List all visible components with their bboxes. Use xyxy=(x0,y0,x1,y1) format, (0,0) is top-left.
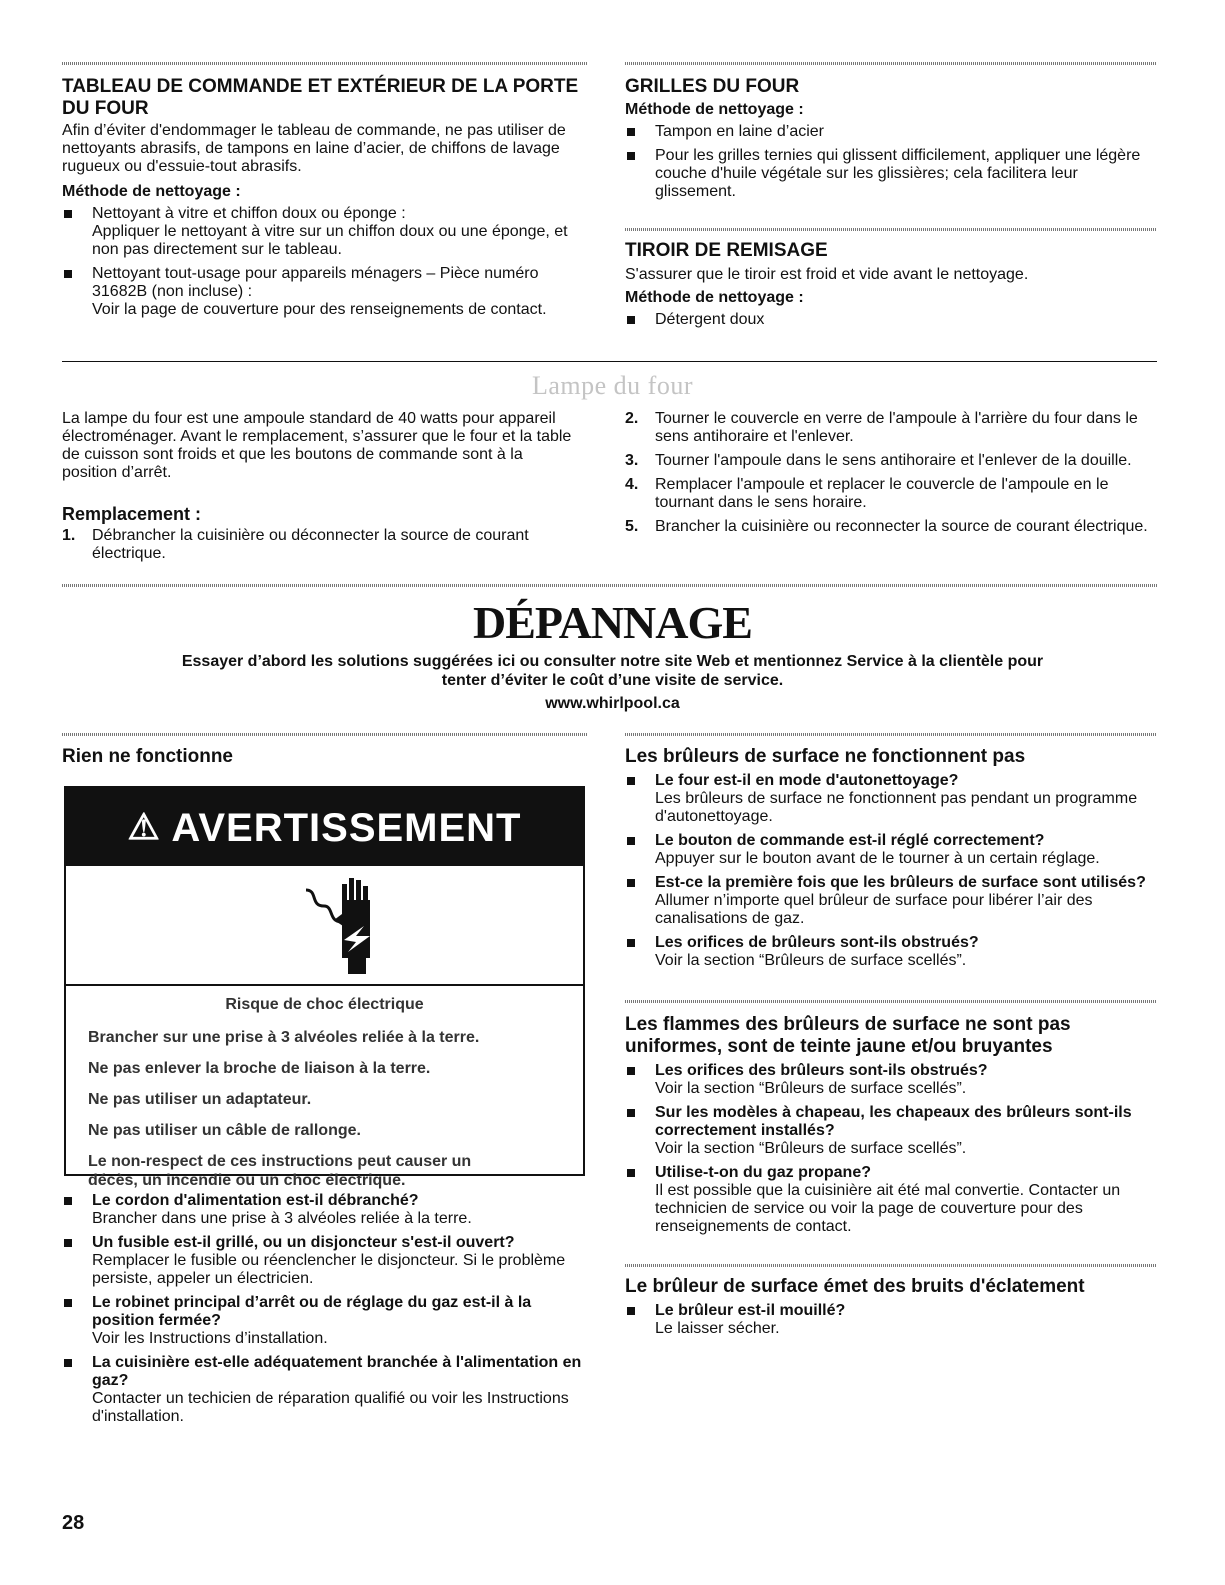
lamp-intro: La lampe du four est une ampoule standard de 40 watts pour appareil électroménager. Avant le remplacement, s’assurer que le four et la table de cuisson sont froids et que les boutons de commande sont à la position d’arrêt. xyxy=(62,410,572,481)
method-label: Méthode de nettoyage : xyxy=(62,183,241,200)
popping-section xyxy=(625,1276,1155,1344)
oven-racks-section xyxy=(625,76,1155,207)
section-title: TIROIR DE REMISAGE xyxy=(625,240,828,261)
section-title: TABLEAU DE COMMANDE ET EXTÉRIEUR DE LA PORTE DU FOUR xyxy=(62,76,579,119)
intro-line: Essayer d’abord les solutions suggérées ici ou consulter notre site Web et mentionnez Service à la clientèle pour xyxy=(181,653,1044,670)
warning-triangle-icon: ⚠ xyxy=(127,806,161,847)
page-number: 28 xyxy=(62,1512,85,1534)
section-intro: S'assurer que le tiroir est froid et vide avant le nettoyage. xyxy=(625,266,1029,283)
list-item: Tampon en laine d’acier xyxy=(625,123,1155,141)
divider xyxy=(62,361,1157,362)
list-item: Nettoyant tout-usage pour appareils ménagers – Pièce numéro 31682B (non incluse) : Voir la page de couverture pour des renseignements de contact. xyxy=(62,265,582,319)
list-item: La cuisinière est-elle adéquatement branchée à l'alimentation en gaz? Contacter un techicien de réparation qualifié ou voir les Instructions d'installation. xyxy=(62,1354,587,1426)
method-label: Méthode de nettoyage : xyxy=(625,289,804,306)
replacement-label: Remplacement : xyxy=(62,504,202,524)
warning-header: ⚠ AVERTISSEMENT xyxy=(66,788,583,866)
step-item: 2. Tourner le couvercle en verre de l'ampoule à l'arrière du four dans le sens antihoraire et l'enlever. xyxy=(625,410,1138,445)
warning-body xyxy=(66,986,583,1212)
storage-drawer-section xyxy=(625,240,1155,335)
section-title: GRILLES DU FOUR xyxy=(625,76,800,97)
divider xyxy=(625,62,1157,65)
nothing-works-checklist xyxy=(62,1192,587,1432)
lamp-right xyxy=(625,410,1155,542)
step-item: 3. Tourner l'ampoule dans le sens antihoraire et l'enlever de la douille. xyxy=(625,452,1132,469)
step-item: 5. Brancher la cuisinière ou reconnecter la source de courant électrique. xyxy=(625,518,1148,535)
warning-line: Ne pas utiliser un adaptateur. xyxy=(88,1091,312,1108)
troubleshooting-intro xyxy=(60,652,1165,713)
method-label: Méthode de nettoyage : xyxy=(625,101,804,118)
step-item: 4. Remplacer l'ampoule et replacer le couvercle de l'ampoule en le tournant dans le sens horaire. xyxy=(625,476,1109,511)
list-item: Les orifices de brûleurs sont-ils obstrués? Voir la section “Brûleurs de surface scellés”. xyxy=(625,934,1155,970)
method-list xyxy=(62,205,582,319)
steps-list xyxy=(62,527,582,563)
warning-box xyxy=(64,786,585,1189)
divider xyxy=(62,62,587,65)
list-item: Le bouton de commande est-il réglé correctement? Appuyer sur le bouton avant de le tourner à un certain réglage. xyxy=(625,832,1155,868)
intro-line: tenter d’éviter le coût d’une visite de service. xyxy=(441,672,784,689)
lamp-left xyxy=(62,410,582,569)
list-item: Détergent doux xyxy=(625,311,1155,329)
warning-risk: Risque de choc électrique xyxy=(225,996,424,1013)
troubleshooting-title: DÉPANNAGE xyxy=(473,597,752,648)
list-item: Sur les modèles à chapeau, les chapeaux des brûleurs sont-ils correctement installés? Voir la section “Brûleurs de surface scellés”. xyxy=(625,1104,1155,1158)
nothing-works-section xyxy=(62,746,587,768)
list-item: Nettoyant à vitre et chiffon doux ou éponge : Appliquer le nettoyant à vitre sur un chiffon doux ou une éponge, et non pas directement sur le tableau. xyxy=(62,205,582,259)
lamp-title: Lampe du four xyxy=(531,371,693,400)
method-list xyxy=(625,123,1155,201)
list-item: Le brûleur est-il mouillé? Le laisser sécher. xyxy=(625,1302,1155,1338)
list-item: Les orifices des brûleurs sont-ils obstrués? Voir la section “Brûleurs de surface scellés”. xyxy=(625,1062,1155,1098)
list-item: Le cordon d'alimentation est-il débranché? Brancher dans une prise à 3 alvéoles reliée à la terre. xyxy=(62,1192,587,1228)
list-item: Utilise-t-on du gaz propane? Il est possible que la cuisinière ait été mal convertie. Contacter un technicien de service ou voir la page de couverture pour des renseignements de contact. xyxy=(625,1164,1155,1236)
control-panel-section xyxy=(62,76,582,325)
divider xyxy=(625,1264,1157,1267)
divider xyxy=(62,584,1157,587)
list-item: Un fusible est-il grillé, ou un disjoncteur s'est-il ouvert? Remplacer le fusible ou réenclencher le disjoncteur. Si le problème persiste, appeler un électricien. xyxy=(62,1234,587,1288)
website-link[interactable]: www.whirlpool.ca xyxy=(545,695,680,712)
section-title: Le brûleur de surface émet des bruits d'éclatement xyxy=(625,1276,1085,1297)
warning-line: Le non-respect de ces instructions peut causer un décès, un incendie ou un choc électrique. xyxy=(88,1153,472,1189)
list-item: Le robinet principal d’arrêt ou de réglage du gaz est-il à la position fermée? Voir les Instructions d’installation. xyxy=(62,1294,587,1348)
warning-line: Ne pas enlever la broche de liaison à la terre. xyxy=(88,1060,431,1077)
flames-section xyxy=(625,1014,1155,1242)
section-title: Rien ne fonctionne xyxy=(62,746,233,767)
warning-line: Ne pas utiliser un câble de rallonge. xyxy=(88,1122,361,1139)
method-list xyxy=(625,311,1155,329)
step-item: 1. Débrancher la cuisinière ou déconnecter la source de courant électrique. xyxy=(62,527,529,562)
divider xyxy=(625,228,1157,231)
section-title: Les flammes des brûleurs de surface ne sont pas uniformes, sont de teinte jaune et/ou bruyantes xyxy=(625,1014,1071,1057)
list-item: Est-ce la première fois que les brûleurs de surface sont utilisés? Allumer n’importe quel brûleur de surface pour libérer l’air des canalisations de gaz. xyxy=(625,874,1155,928)
divider xyxy=(62,733,587,736)
list-item: Le four est-il en mode d'autonettoyage? Les brûleurs de surface ne fonctionnent pas pendant un programme d'autonettoyage. xyxy=(625,772,1155,826)
burners-section xyxy=(625,746,1155,976)
section-title: Les brûleurs de surface ne fonctionnent pas xyxy=(625,746,1026,767)
steps-list xyxy=(625,410,1155,536)
list-item: Pour les grilles ternies qui glissent difficilement, appliquer une légère couche d'huile végétale sur les glissières; cela facilitera leur glissement. xyxy=(625,147,1155,201)
divider xyxy=(625,1000,1157,1003)
section-intro: Afin d’éviter d'endommager le tableau de commande, ne pas utiliser de nettoyants abrasifs, de tampons en laine d’acier, de chiffons de lavage rugueux ou d'essuie-tout abrasifs. xyxy=(62,122,566,175)
warning-line: Brancher sur une prise à 3 alvéoles reliée à la terre. xyxy=(88,1029,480,1046)
shock-hazard-icon xyxy=(66,866,583,986)
divider xyxy=(625,733,1157,736)
